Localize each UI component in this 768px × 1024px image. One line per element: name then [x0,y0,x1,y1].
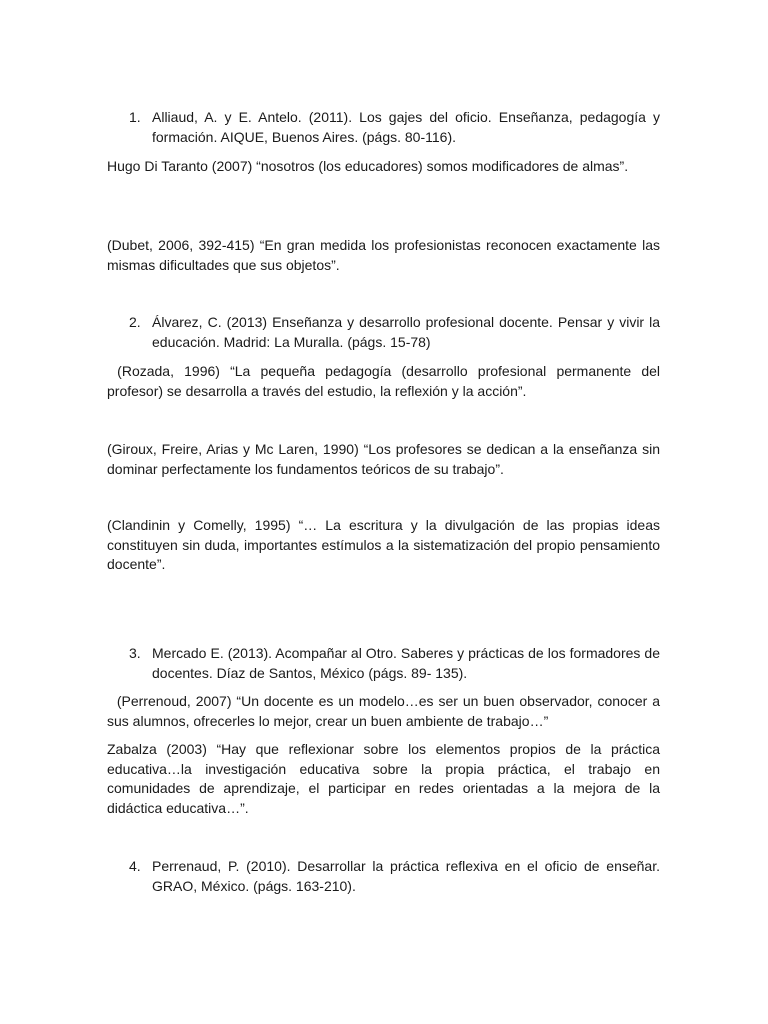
reference-item-1 [107,108,660,147]
quote-paragraph: (Rozada, 1996) “La pequeña pedagogía (desarrollo profesional permanente del profesor) se desarrolla a través del estudio, la reflexión y la acción”. [107,363,664,399]
quote-paragraph: Zabalza (2003) “Hay que reflexionar sobre los elementos propios de la práctica educativa…la investigación educativa sobre la propia práctica, el trabajo en comunidades de aprendizaje, el participar en redes orientadas a la mejora de la didáctica educativa…”. [107,741,660,816]
quote-paragraph: (Perrenoud, 2007) “Un docente es un modelo…es ser un buen observador, conocer a sus alumnos, ofrecerles lo mejor, crear un buen ambiente de trabajo…” [107,693,664,729]
reference-citation: Álvarez, C. (2013) Enseñanza y desarrollo profesional docente. Pensar y vivir la educación. Madrid: La Muralla. (págs. 15-78) [152,314,660,350]
list-number: 1. [129,109,141,125]
quote-paragraph: (Giroux, Freire, Arias y Mc Laren, 1990) “Los profesores se dedican a la enseñanza sin dominar perfectamente los fundamentos teóricos de su trabajo”. [107,441,660,477]
list-number: 3. [129,645,141,661]
quote-paragraph: (Dubet, 2006, 392-415) “En gran medida los profesionistas reconocen exactamente las mismas dificultades que sus objetos”. [107,237,660,273]
reference-item-2 [107,313,660,352]
reference-item-4 [107,857,660,896]
list-number: 2. [129,314,141,330]
reference-citation: Alliaud, A. y E. Antelo. (2011). Los gajes del oficio. Enseñanza, pedagogía y formación. AIQUE, Buenos Aires. (págs. 80-116). [152,109,660,145]
reference-citation: Perrenaud, P. (2010). Desarrollar la práctica reflexiva en el oficio de enseñar. GRAO, México. (págs. 163-210). [152,858,660,894]
reference-citation: Mercado E. (2013). Acompañar al Otro. Saberes y prácticas de los formadores de docentes. Díaz de Santos, México (págs. 89- 135). [152,645,660,681]
quote-paragraph: (Clandinin y Comelly, 1995) “… La escritura y la divulgación de las propias ideas constituyen sin duda, importantes estímulos a la sistematización del propio pensamiento docente”. [107,517,660,572]
list-number: 4. [129,858,141,874]
quote-paragraph: Hugo Di Taranto (2007) “nosotros (los educadores) somos modificadores de almas”. [107,158,629,174]
reference-item-3 [107,644,660,683]
